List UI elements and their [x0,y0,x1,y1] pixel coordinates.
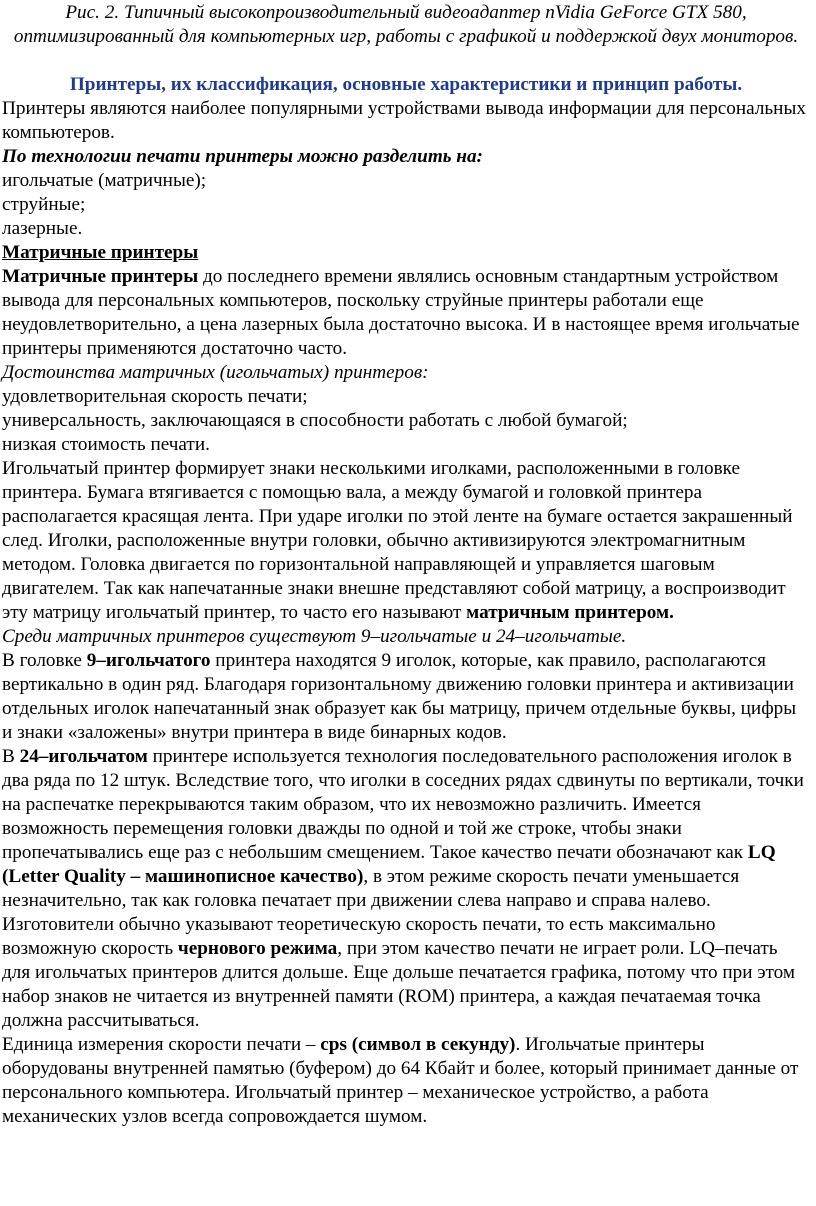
matrix-text: до последнего времени являлись основным стандартным устройством вывода для персональных компьютеров, поскольку струйные принтеры работали еще неудовлетворительно, а цена лазерных была достаточно высока. И в настоящее время игольчатые принтеры применяются достаточно часто. [2,266,800,359]
intro-paragraph: Принтеры являются наиболее популярными устройствами вывода информации для персональных компьютеров. [2,98,806,143]
advantage-item-universal: универсальность, заключающаяся в способности работать с любой бумагой; [2,410,628,431]
nine-text: принтера находятся 9 иголок, которые, как правило, располагаются вертикально в один ряд. Благодаря горизонтальному движению головки принтера и активизации отдельных иголок напечатанный знак образует как бы матрицу, причем отдельные буквы, цифры и знаки «заложены» внутри принтера в виде бинарных кодов. [2,650,797,743]
classification-title: По технологии печати принтеры можно разделить на: [2,146,483,167]
advantages-title: Достоинства матричных (игольчатых) принтеров: [2,362,429,383]
figure-caption: Рис. 2. Типичный высокопроизводительный видеоадаптер nVidia GeForce GTX 580, оптимизированный для компьютерных игр, работы с графикой и поддержкой двух мониторов. [13,2,799,47]
t24-pre: В [2,746,20,767]
twentyfour-needle-paragraph [2,745,810,1033]
cps-paragraph [2,1033,810,1129]
lq-term: LQ (Letter Quality – машинописное качество) [2,842,776,887]
type-item-inkjet: струйные; [2,194,86,215]
t24-text-1: принтере используется технология последовательного расположения иголок в два ряда по 12 штук. Вследствие того, что иголки в соседних рядах сдвинуты по вертикали, точки на распечатке перекрываются таким образом, что их невозможно различить. Имеется возможность перемещения головки дважды по одной и той же строке, чтобы знаки пропечатывались еще раз с небольшим смещением. Такое качество печати обозначают как [2,746,804,863]
draft-term: чернового режима [177,938,338,959]
matrix-printers-title: Матричные принтеры [2,242,199,263]
cps-text: . Игольчатые принтеры оборудованы внутренней памятью (буфером) до 64 Кбайт и более, который принимает данные от персонального компьютера. Игольчатый принтер – механическое устройство, а работа механических узлов всегда сопровождается шумом. [2,1034,799,1127]
advantage-item-cost: низкая стоимость печати. [2,434,210,455]
variants-line: Среди матричных принтеров существуют 9–игольчатые и 24–игольчатые. [2,626,627,647]
matrix-paragraph [2,265,810,361]
cps-term: cps (символ в секунду) [320,1034,516,1055]
t24-text-3: , при этом качество печати не играет роли. LQ–печать для игольчатых принтеров длится дольше. Еще дольше печатается графика, потому что при этом набор знаков не читается из внутренней памяти (ROM) принтера, а каждая печатаемая точка должна рассчитываться. [2,938,796,1031]
cps-pre: Единица измерения скорости печати – [2,1034,321,1055]
nine-pre: В головке [2,650,87,671]
type-item-laser: лазерные. [2,218,83,239]
nine-needle-paragraph [2,649,810,745]
advantage-item-speed: удовлетворительная скорость печати; [2,386,308,407]
nine-term: 9–игольчатого [86,650,211,671]
principle-term: матричным принтером. [466,602,674,623]
t24-term: 24–игольчатом [19,746,148,767]
matrix-term: Матричные принтеры [2,266,199,287]
type-item-needle: игольчатые (матричные); [2,170,207,191]
section-heading: Принтеры, их классификация, основные характеристики и принцип работы. [69,74,743,95]
t24-text-2: , в этом режиме скорость печати уменьшается незначительно, так как головка печатает при движении слева направо и справа налево. Изготовители обычно указывают теоретическую скорость печати, то есть максимально возможную скорость [2,866,740,959]
principle-paragraph [2,457,810,625]
principle-text: Игольчатый принтер формирует знаки несколькими иголками, расположенными в головке принтера. Бумага втягивается с помощью вала, а между бумагой и головкой принтера располагается красящая лента. При ударе иголки по этой ленте на бумаге остается закрашенный след. Иголки, расположенные внутри головки, обычно активизируются электромагнитным методом. Головка двигается по горизонтальной направляющей и управляется шаговым двигателем. Так как напечатанные знаки внешне представляют собой матрицу, а воспроизводит эту матрицу игольчатый принтер, то часто его называют [2,458,793,623]
